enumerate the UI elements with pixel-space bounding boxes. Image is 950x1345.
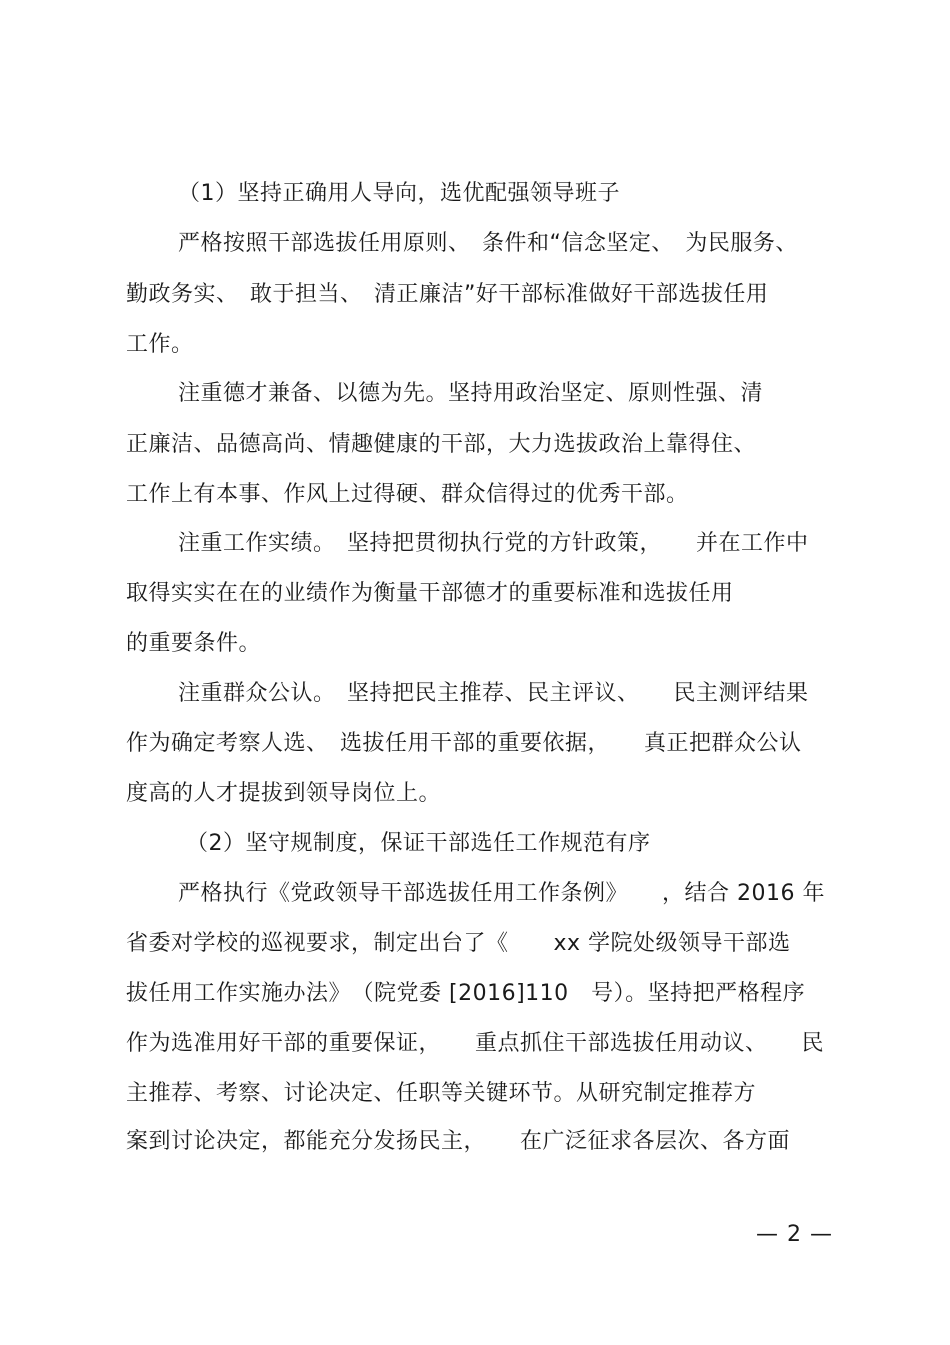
paragraph-line: 严格执行《党政领导干部选拔任用工作条例》 ，结合 2016 年 <box>178 881 825 906</box>
paragraph-line: 案到讨论决定，都能充分发扬民主， 在广泛征求各层次、各方面 <box>126 1129 791 1154</box>
paragraph-line: 的重要条件。 <box>126 631 262 656</box>
paragraph-line: 作为选准用好干部的重要保证， 重点抓住干部选拔任用动议、 民 <box>126 1031 825 1056</box>
paragraph-line: 注重德才兼备、以德为先。坚持用政治坚定、原则性强、清 <box>178 381 764 406</box>
paragraph-line: 度高的人才提拔到领导岗位上。 <box>126 781 442 806</box>
paragraph-line: 作为确定考察人选、 选拔任用干部的重要依据， 真正把群众公认 <box>126 731 802 756</box>
paragraph-line: 工作上有本事、作风上过得硬、群众信得过的优秀干部。 <box>126 482 689 507</box>
paragraph-line: 正廉洁、品德高尚、情趣健康的干部，大力选拔政治上靠得住、 <box>126 432 757 457</box>
paragraph-line: 工作。 <box>126 332 194 357</box>
paragraph-line: 主推荐、考察、讨论决定、任职等关键环节。从研究制定推荐方 <box>126 1081 757 1106</box>
section-heading-2: （2）坚守规制度，保证干部选任工作规范有序 <box>186 831 651 856</box>
page-number: — 2 — <box>756 1222 833 1247</box>
paragraph-line: 注重工作实绩。 坚持把贯彻执行党的方针政策， 并在工作中 <box>178 531 809 556</box>
paragraph-line: 严格按照干部选拔任用原则、 条件和“信念坚定、 为民服务、 <box>178 231 798 256</box>
paragraph-line: 注重群众公认。 坚持把民主推荐、民主评议、 民主测评结果 <box>178 681 809 706</box>
paragraph-line: 拔任用工作实施办法》 （院党委 [2016]110 号）。坚持把严格程序 <box>126 981 806 1006</box>
paragraph-line: 取得实实在在的业绩作为衡量干部德才的重要标准和选拔任用 <box>126 581 734 606</box>
paragraph-line: 省委对学校的巡视要求，制定出台了《 xx 学院处级领导干部选 <box>126 931 791 956</box>
paragraph-line: 勤政务实、 敢于担当、 清正廉洁”好干部标准做好干部选拔任用 <box>126 282 769 307</box>
section-heading-1: （1）坚持正确用人导向，选优配强领导班子 <box>178 181 620 206</box>
